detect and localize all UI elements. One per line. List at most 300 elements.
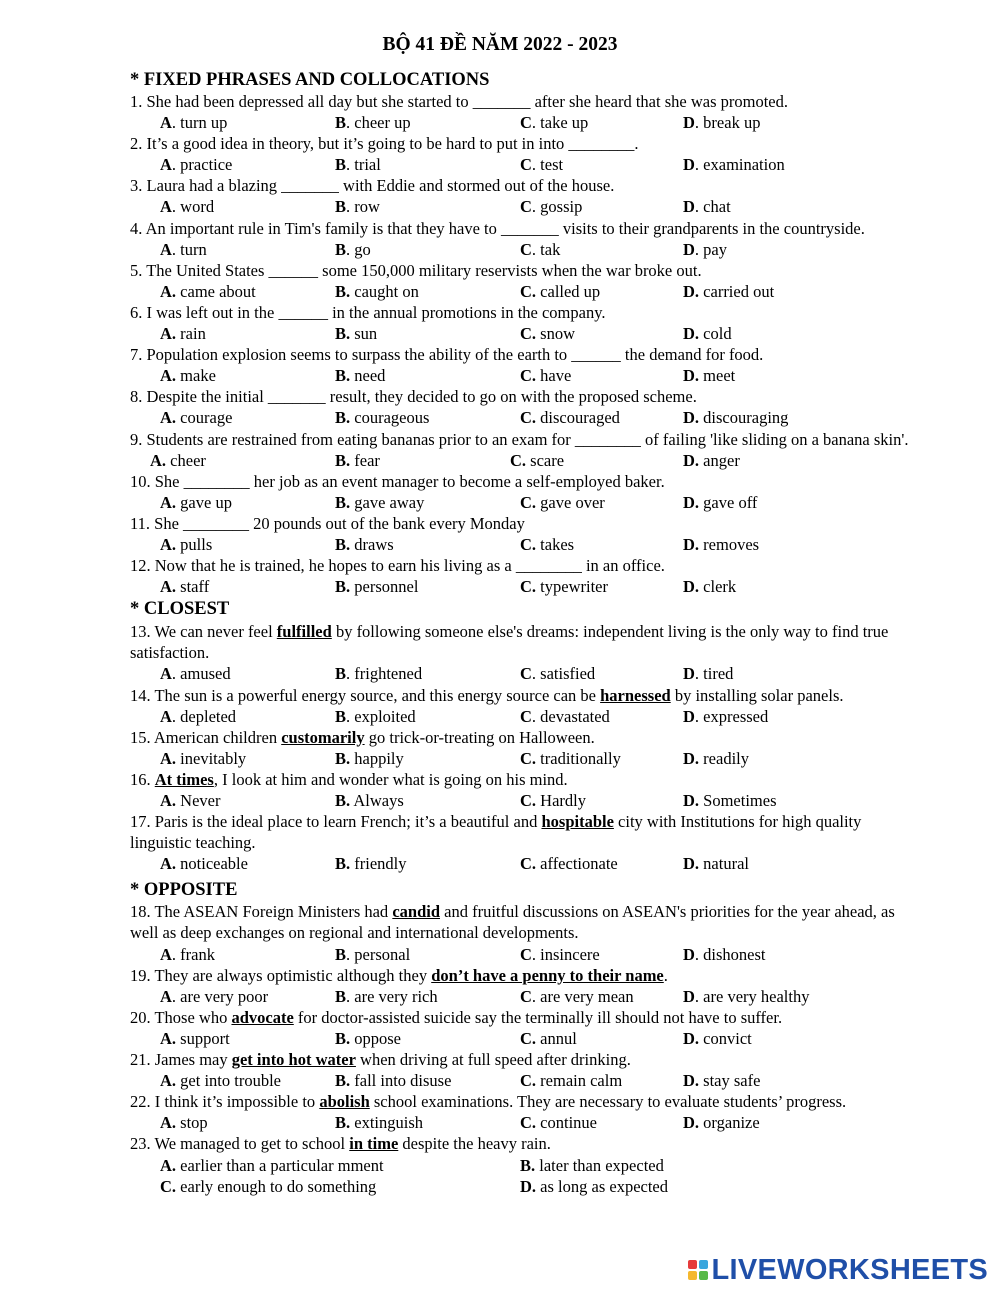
option-letter: B	[335, 239, 347, 259]
option-letter: B.	[335, 281, 351, 301]
option-text: Never	[180, 791, 221, 810]
question-text-pre: 22. I think it’s impossible to	[130, 1092, 320, 1112]
question-text-post: despite the heavy rain.	[398, 1134, 551, 1154]
answer-options	[130, 450, 920, 471]
option-letter: D.	[683, 492, 700, 512]
option-a[interactable]	[160, 492, 232, 513]
section-heading-closest: * CLOSEST	[130, 599, 230, 620]
option-letter: B	[335, 155, 347, 175]
logo-square-blue	[699, 1260, 708, 1269]
question-stem	[130, 555, 920, 576]
option-text: stay safe	[703, 1071, 761, 1091]
question-text: 12. Now that he is trained, he hopes to earn his living as a ________ in an office.	[130, 556, 665, 576]
option-text: expressed	[703, 706, 769, 726]
option-d[interactable]: D. pay	[683, 239, 727, 259]
option-letter: D	[683, 986, 695, 1006]
option-c[interactable]	[520, 748, 621, 769]
option-d[interactable]	[683, 853, 749, 874]
answer-options	[130, 1155, 920, 1197]
logo-square-red	[688, 1260, 697, 1269]
option-a[interactable]: A. frank	[160, 944, 215, 964]
option-letter: D	[683, 239, 695, 259]
option-a[interactable]	[160, 1070, 281, 1091]
option-letter: B	[335, 664, 347, 684]
question-stem	[130, 727, 920, 748]
option-c[interactable]: C. tak	[520, 239, 561, 259]
option-letter: B.	[335, 854, 351, 874]
question-text-post: school examinations. They are necessary to evaluate students’ progress.	[369, 1092, 847, 1112]
option-letter: D.	[683, 748, 700, 768]
option-text: satisfied	[540, 664, 596, 684]
question-text: 2. It’s a good idea in theory, but it’s going to be hard to put in into ________.	[130, 134, 639, 154]
option-text: fear	[354, 450, 380, 470]
option-text: amused	[180, 664, 231, 684]
option-c[interactable]: C. gossip	[520, 197, 583, 217]
option-letter: A.	[160, 1155, 177, 1175]
option-letter: C.	[520, 408, 537, 428]
option-letter: D.	[683, 854, 700, 874]
option-d[interactable]	[683, 1112, 760, 1133]
option-text: cheer	[170, 450, 206, 470]
option-letter: C	[520, 155, 532, 175]
option-letter: C.	[520, 577, 537, 597]
option-letter: D.	[683, 1113, 700, 1133]
option-letter: B	[335, 706, 347, 726]
option-text: take up	[540, 113, 589, 133]
option-text: staff	[180, 577, 210, 597]
option-letter: B.	[335, 1028, 351, 1048]
key-phrase: At times	[154, 769, 214, 789]
option-letter: C	[520, 706, 532, 726]
option-b[interactable]	[335, 281, 419, 302]
option-a[interactable]	[150, 450, 206, 471]
option-c[interactable]	[520, 790, 586, 811]
option-letter: B	[335, 944, 347, 964]
option-letter: D.	[683, 791, 700, 810]
option-c[interactable]	[520, 534, 574, 555]
option-text: tired	[703, 664, 734, 684]
logo-text: LIVEWORKSHEETS	[711, 1253, 988, 1286]
option-a[interactable]	[160, 323, 206, 344]
option-letter: B.	[335, 324, 351, 344]
option-text: frightened	[354, 664, 423, 684]
option-text: gossip	[540, 197, 583, 217]
option-c[interactable]: C. devastated	[520, 706, 610, 726]
answer-options	[130, 706, 920, 727]
option-text: pay	[703, 239, 727, 259]
option-c[interactable]	[520, 365, 571, 386]
question-text-post: by installing solar panels.	[670, 685, 844, 705]
option-text: discouraged	[540, 408, 620, 428]
question-stem	[130, 175, 920, 196]
option-letter: D.	[683, 408, 700, 428]
option-text: carried out	[703, 281, 775, 301]
answer-options	[130, 986, 920, 1007]
option-text: have	[540, 366, 572, 386]
option-a[interactable]	[160, 1155, 384, 1176]
question-text: 8. Despite the initial _______ result, they decided to go on with the proposed scheme.	[130, 387, 697, 407]
option-text: natural	[703, 854, 749, 874]
option-d[interactable]	[683, 450, 740, 471]
option-letter: B.	[335, 492, 351, 512]
option-letter: D.	[683, 281, 700, 301]
answer-options	[130, 944, 920, 965]
option-text: came about	[180, 281, 256, 301]
option-letter: C.	[520, 492, 537, 512]
option-b[interactable]: B. are very rich	[335, 986, 438, 1006]
option-d[interactable]: D. expressed	[683, 706, 769, 726]
question-stem	[130, 513, 920, 534]
option-text: fall into disuse	[354, 1071, 452, 1091]
option-b[interactable]	[335, 576, 418, 597]
option-text: friendly	[354, 854, 407, 874]
option-a[interactable]: A. turn up	[160, 113, 228, 133]
option-b[interactable]	[335, 1070, 451, 1091]
option-c[interactable]	[520, 323, 575, 344]
answer-options	[130, 196, 920, 217]
option-text: frank	[180, 944, 215, 964]
option-letter: A.	[150, 450, 167, 470]
option-letter: A.	[160, 1071, 177, 1091]
option-text: dishonest	[703, 944, 766, 964]
option-letter: C	[520, 239, 532, 259]
option-text: typewriter	[540, 577, 608, 597]
option-text: support	[180, 1028, 230, 1048]
option-b[interactable]: B. cheer up	[335, 113, 411, 133]
option-d[interactable]	[683, 1028, 752, 1049]
option-b[interactable]	[335, 1112, 423, 1133]
option-letter: A	[160, 113, 172, 133]
question-stem	[130, 429, 920, 450]
option-b[interactable]	[335, 1028, 401, 1049]
option-d[interactable]	[683, 1070, 760, 1091]
logo-square-green	[699, 1271, 708, 1280]
option-b[interactable]	[335, 323, 377, 344]
question-text: 7. Population explosion seems to surpass the ability of the earth to ______ the demand for food.	[130, 345, 764, 365]
option-c[interactable]	[520, 576, 608, 597]
option-text: later than expected	[539, 1155, 664, 1175]
question-text-pre: 18. The ASEAN Foreign Ministers had	[130, 902, 393, 922]
option-text: gave over	[540, 492, 605, 512]
option-b[interactable]	[335, 853, 407, 874]
option-text: go	[354, 239, 371, 259]
question-text-post: .	[663, 965, 668, 985]
option-text: insincere	[540, 944, 600, 964]
option-text: rain	[180, 324, 206, 344]
option-a[interactable]	[160, 748, 246, 769]
question-stem	[130, 1133, 920, 1154]
option-c[interactable]	[160, 1176, 376, 1197]
option-d[interactable]	[683, 790, 777, 811]
option-b[interactable]	[335, 492, 424, 513]
option-letter: C.	[160, 1176, 177, 1196]
option-c[interactable]	[520, 1028, 577, 1049]
option-text: pulls	[180, 534, 213, 554]
option-letter: B	[335, 986, 347, 1006]
option-letter: C.	[520, 324, 537, 344]
option-text: gave off	[703, 492, 758, 512]
question-stem	[130, 1091, 920, 1112]
option-text: cheer up	[354, 113, 411, 133]
option-a[interactable]: A. amused	[160, 664, 231, 684]
option-a[interactable]	[160, 407, 232, 428]
option-text: turn up	[180, 113, 228, 133]
question-text: 3. Laura had a blazing _______ with Eddie and stormed out of the house.	[130, 176, 615, 196]
option-letter: C	[520, 986, 532, 1006]
logo-square-yellow	[688, 1271, 697, 1280]
question-stem	[130, 302, 920, 323]
answer-options	[130, 790, 920, 811]
option-a[interactable]	[160, 790, 220, 811]
question-stem	[130, 621, 920, 663]
option-a[interactable]: A. practice	[160, 155, 233, 175]
option-text: as long as expected	[540, 1176, 668, 1196]
option-letter: C.	[520, 1113, 537, 1133]
key-phrase: get into hot water	[231, 1050, 356, 1070]
option-b[interactable]: B. personal	[335, 944, 411, 964]
question-text-pre: 13. We can never feel	[130, 622, 277, 642]
option-c[interactable]: C. test	[520, 155, 564, 175]
option-text: oppose	[354, 1028, 402, 1048]
option-b[interactable]	[335, 790, 404, 811]
option-letter: C.	[520, 1028, 537, 1048]
option-a[interactable]	[160, 534, 212, 555]
option-a[interactable]	[160, 576, 209, 597]
answer-options	[130, 1070, 920, 1091]
option-d[interactable]	[683, 492, 757, 513]
option-letter: D	[683, 664, 695, 684]
option-text: chat	[703, 197, 731, 217]
option-text: turn	[180, 239, 207, 259]
option-text: courage	[180, 408, 233, 428]
option-letter: A.	[160, 1028, 177, 1048]
option-a[interactable]	[160, 1028, 230, 1049]
option-letter: B.	[335, 408, 351, 428]
key-phrase: don’t have a penny to their name	[431, 965, 664, 985]
option-b[interactable]: B. exploited	[335, 706, 416, 726]
option-text: are very poor	[180, 986, 269, 1006]
option-c[interactable]	[520, 407, 620, 428]
option-text: sun	[354, 324, 378, 344]
option-text: takes	[540, 534, 575, 554]
option-letter: B.	[335, 748, 351, 768]
option-d[interactable]: D. dishonest	[683, 944, 766, 964]
option-a[interactable]	[160, 1112, 208, 1133]
option-d[interactable]	[683, 576, 736, 597]
option-b[interactable]	[335, 407, 429, 428]
option-text: exploited	[354, 706, 416, 726]
option-c[interactable]	[520, 1112, 597, 1133]
option-text: courageous	[354, 408, 430, 428]
option-text: caught on	[354, 281, 419, 301]
question-text-pre: 21. James may	[130, 1050, 232, 1070]
option-b[interactable]: B. go	[335, 239, 371, 259]
option-c[interactable]: C. insincere	[520, 944, 600, 964]
key-phrase: customarily	[281, 727, 365, 747]
option-text: break up	[703, 113, 761, 133]
option-d[interactable]: D. examination	[683, 155, 785, 175]
question-text-post: when driving at full speed after drinking.	[355, 1050, 631, 1070]
option-text: stop	[180, 1113, 208, 1133]
option-text: are very healthy	[703, 986, 810, 1006]
option-letter: D	[683, 197, 695, 217]
option-letter: A.	[160, 854, 177, 874]
page-title: BỘ 41 ĐỀ NĂM 2022 - 2023	[382, 34, 618, 55]
option-letter: C	[520, 944, 532, 964]
option-text: practice	[180, 155, 233, 175]
option-text: depleted	[180, 706, 237, 726]
question-text-pre: 15. American children	[130, 727, 282, 747]
option-letter: A.	[160, 366, 177, 386]
option-d[interactable]	[683, 534, 759, 555]
answer-options	[130, 112, 920, 133]
option-a[interactable]	[160, 853, 248, 874]
option-text: extinguish	[354, 1113, 424, 1133]
option-d[interactable]	[683, 323, 732, 344]
option-a[interactable]	[160, 281, 256, 302]
option-d[interactable]: D. tired	[683, 664, 734, 684]
option-b[interactable]: B. row	[335, 197, 380, 217]
question-list	[130, 70, 920, 1197]
option-c[interactable]	[520, 1070, 622, 1091]
question-stem	[130, 386, 920, 407]
option-a[interactable]	[160, 365, 216, 386]
option-c[interactable]	[510, 450, 564, 471]
option-text: meet	[703, 366, 736, 386]
question-stem	[130, 344, 920, 365]
option-text: gave away	[354, 492, 425, 512]
option-c[interactable]	[520, 853, 618, 874]
option-letter: A	[160, 197, 172, 217]
option-letter: D.	[683, 534, 700, 554]
option-a[interactable]: A. turn	[160, 239, 207, 259]
option-c[interactable]	[520, 281, 600, 302]
question-text: 11. She ________ 20 pounds out of the bank every Monday	[130, 513, 525, 533]
option-letter: D.	[683, 1071, 700, 1091]
option-letter: D	[683, 944, 695, 964]
option-letter: B.	[335, 1071, 351, 1091]
key-phrase: abolish	[319, 1092, 370, 1112]
option-text: personal	[354, 944, 411, 964]
key-phrase: advocate	[231, 1007, 294, 1027]
question-text-post: and fruitful discussions on ASEAN's priorities for the year ahead, as well as deep exchanges on regional and international developments.	[130, 902, 895, 943]
key-phrase: in time	[349, 1134, 399, 1154]
question-stem	[130, 218, 920, 239]
option-text: personnel	[354, 577, 419, 597]
question-text-pre: 17. Paris is the ideal place to learn French; it’s a beautiful and	[130, 812, 542, 832]
option-a[interactable]: A. word	[160, 197, 215, 217]
option-text: scare	[530, 450, 565, 470]
option-letter: B.	[335, 791, 351, 810]
question-stem	[130, 685, 920, 706]
option-text: anger	[703, 450, 740, 470]
option-a[interactable]: A. are very poor	[160, 986, 269, 1006]
option-text: affectionate	[540, 854, 618, 874]
option-text: cold	[703, 324, 732, 344]
option-b[interactable]: B. trial	[335, 155, 381, 175]
option-text: annul	[540, 1028, 577, 1048]
option-text: draws	[354, 534, 394, 554]
question-stem	[130, 811, 920, 853]
option-letter: C.	[520, 1071, 537, 1091]
option-text: traditionally	[540, 748, 621, 768]
option-c[interactable]: C. are very mean	[520, 986, 634, 1006]
answer-options	[130, 239, 920, 260]
option-text: gave up	[180, 492, 232, 512]
option-d[interactable]: D. are very healthy	[683, 986, 810, 1006]
question-text-pre: 19. They are always optimistic although they	[130, 965, 432, 985]
option-text: early enough to do something	[180, 1176, 377, 1196]
option-text: noticeable	[180, 854, 248, 874]
option-a[interactable]: A. depleted	[160, 706, 237, 726]
question-stem	[130, 769, 920, 790]
option-b[interactable]	[335, 450, 380, 471]
option-text: test	[540, 155, 564, 175]
option-c[interactable]	[520, 492, 605, 513]
option-d[interactable]: D. break up	[683, 113, 761, 133]
answer-options	[130, 853, 920, 874]
option-d[interactable]	[683, 281, 774, 302]
option-text: are very mean	[540, 986, 634, 1006]
option-text: need	[354, 366, 386, 386]
key-phrase: fulfilled	[276, 622, 332, 642]
question-text-pre: 23. We managed to get to school	[130, 1134, 350, 1154]
option-letter: B.	[335, 534, 351, 554]
question-text-post: go trick-or-treating on Halloween.	[364, 727, 595, 747]
section-heading-fixed-phrases: * FIXED PHRASES AND COLLOCATIONS	[130, 70, 490, 90]
question-text: 4. An important rule in Tim's family is that they have to _______ visits to their grandparents in the countryside.	[130, 218, 865, 238]
option-letter: A.	[160, 534, 177, 554]
option-letter: C.	[520, 366, 537, 386]
option-text: Hardly	[540, 791, 586, 810]
option-text: Always	[353, 791, 404, 810]
question-stem	[130, 91, 920, 112]
option-d[interactable]	[683, 748, 749, 769]
option-letter: D.	[520, 1176, 537, 1196]
option-letter: C.	[520, 534, 537, 554]
question-text-post: for doctor-assisted suicide say the terminally ill should not have to suffer.	[293, 1007, 783, 1027]
option-letter: B	[335, 197, 347, 217]
answer-options	[130, 1028, 920, 1049]
option-c[interactable]: C. satisfied	[520, 664, 596, 684]
option-c[interactable]: C. take up	[520, 113, 589, 133]
answer-options	[130, 492, 920, 513]
option-b[interactable]	[520, 1155, 664, 1176]
option-b[interactable]: B. frightened	[335, 664, 423, 684]
option-letter: D.	[683, 324, 700, 344]
question-text: 9. Students are restrained from eating bananas prior to an exam for ________ of failing 'like sliding on a banana skin'.	[130, 429, 909, 449]
option-d[interactable]	[520, 1176, 668, 1197]
option-letter: B.	[335, 1113, 351, 1133]
question-stem	[130, 471, 920, 492]
answer-options	[130, 323, 920, 344]
option-letter: C.	[520, 854, 537, 874]
option-b[interactable]	[335, 748, 404, 769]
key-phrase: harnessed	[600, 685, 671, 705]
option-letter: D	[683, 113, 695, 133]
option-letter: D	[683, 706, 695, 726]
option-d[interactable]: D. chat	[683, 197, 731, 217]
option-text: examination	[703, 155, 785, 175]
option-b[interactable]	[335, 365, 385, 386]
option-d[interactable]	[683, 365, 735, 386]
answer-options	[130, 154, 920, 175]
option-letter: C	[520, 664, 532, 684]
answer-options	[130, 365, 920, 386]
option-d[interactable]	[683, 407, 788, 428]
answer-options	[130, 281, 920, 302]
option-b[interactable]	[335, 534, 394, 555]
